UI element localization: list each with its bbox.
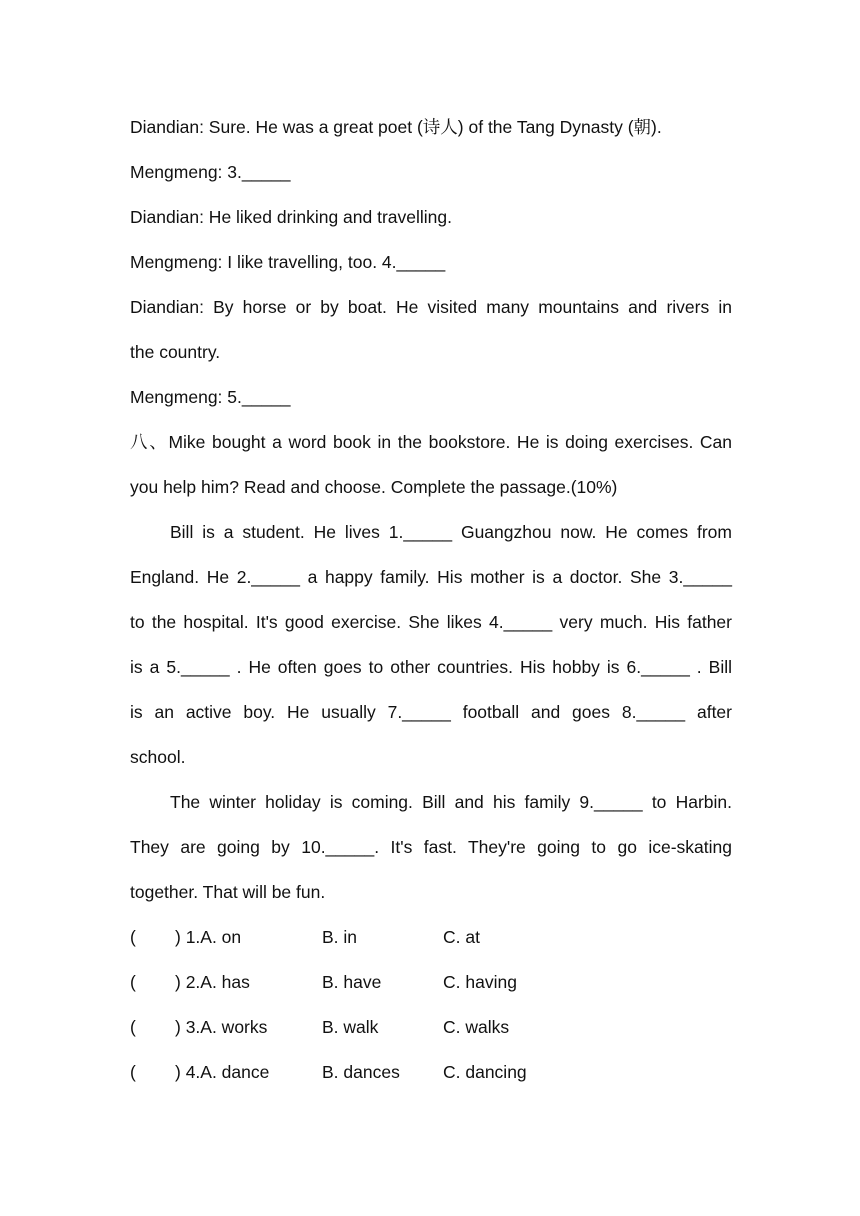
option-a: ) 3.A. works [175, 1017, 268, 1037]
option-a: ) 4.A. dance [175, 1062, 270, 1082]
question-row [130, 960, 732, 1005]
option-b: B. dances [322, 1062, 400, 1082]
passage-line: England. He 2._____ a happy family. His mother is a doctor. She 3._____ [130, 567, 732, 587]
dialogue-line: Diandian: Sure. He was a great poet (诗人) of the Tang Dynasty (朝). [130, 117, 662, 137]
section-instruction-cont: you help him? Read and choose. Complete the passage.(10%) [130, 477, 618, 497]
option-b: B. in [322, 927, 358, 947]
dialogue-line: Mengmeng: I like travelling, too. 4._____ [130, 252, 446, 272]
answer-bracket[interactable]: ( [130, 972, 136, 992]
passage-line: school. [130, 747, 186, 767]
dialogue-line: Diandian: By horse or by boat. He visited many mountains and rivers in [130, 297, 732, 317]
dialogue-line: Mengmeng: 3._____ [130, 162, 291, 182]
option-c: C. dancing [443, 1062, 527, 1082]
dialogue-line: the country. [130, 342, 221, 362]
option-c: C. at [443, 927, 480, 947]
section-number: 八、 [130, 433, 169, 453]
section-instruction: Mike bought a word book in the bookstore. He is doing exercises. Can [168, 432, 732, 452]
passage-line: Bill is a student. He lives 1._____ Guangzhou now. He comes from [170, 522, 732, 542]
dialogue-line: Mengmeng: 5._____ [130, 387, 291, 407]
passage-line: to the hospital. It's good exercise. She likes 4._____ very much. His father [130, 612, 732, 632]
question-row [130, 915, 732, 960]
dialogue-line: Diandian: He liked drinking and travelling. [130, 207, 452, 227]
section-heading [130, 420, 732, 465]
option-b: B. walk [322, 1017, 379, 1037]
option-a: ) 1.A. on [175, 927, 242, 947]
question-row [130, 1005, 732, 1050]
option-c: C. having [443, 972, 517, 992]
answer-bracket[interactable]: ( [130, 1062, 136, 1082]
option-c: C. walks [443, 1017, 510, 1037]
passage-line: They are going by 10._____. It's fast. They're going to go ice-skating [130, 837, 732, 857]
question-row [130, 1050, 732, 1095]
document-page [130, 105, 732, 1095]
answer-bracket[interactable]: ( [130, 1017, 136, 1037]
option-a: ) 2.A. has [175, 972, 250, 992]
answer-bracket[interactable]: ( [130, 927, 136, 947]
passage-line: together. That will be fun. [130, 882, 326, 902]
passage-line: is a 5._____ . He often goes to other countries. His hobby is 6._____ . Bill [130, 657, 732, 677]
passage-line: is an active boy. He usually 7._____ football and goes 8._____ after [130, 702, 732, 722]
option-b: B. have [322, 972, 382, 992]
passage-line: The winter holiday is coming. Bill and his family 9._____ to Harbin. [170, 792, 732, 812]
